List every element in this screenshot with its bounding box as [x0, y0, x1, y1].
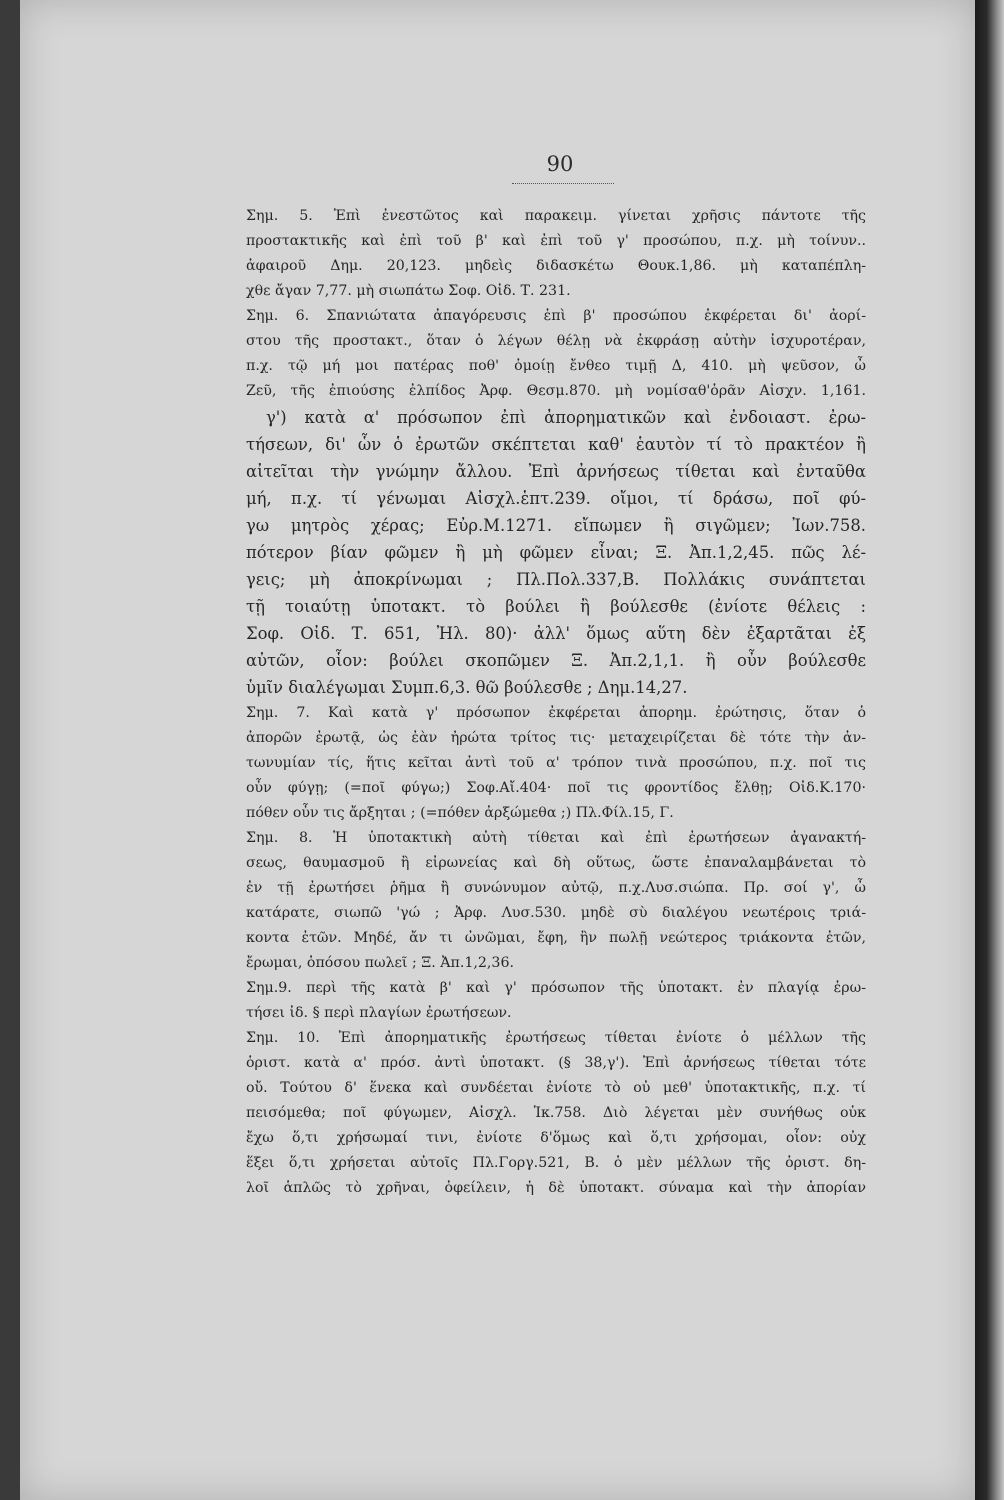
text-line: κατάρατε, σιωπῶ 'γώ ; Ἀρφ. Λυσ.530. μηδὲ σὺ διαλέγου νεωτέροις τριά- — [246, 905, 866, 921]
text-line: γω μητρὸς χέρας; Εὐρ.Μ.1271. εἴπωμεν ἢ σιγῶμεν; Ἰων.758. — [246, 516, 866, 535]
text-line: Σημ. 6. Σπανιώτατα ἀπαγόρευσις ἐπὶ β' προσώπου ἐκφέρεται δι' ἀορί- — [246, 308, 866, 324]
text-line: Σημ. 5. Ἐπὶ ἐνεστῶτος καὶ παρακειμ. γίνεται χρῆσις πάντοτε τῆς — [246, 208, 866, 224]
text-line: ἐν τῇ ἐρωτήσει ῥῆμα ἢ συνώνυμον αὐτῷ, π.χ.Λυσ.σιώπα. Πρ. σοί γ', ὦ — [246, 880, 866, 896]
text-line: ἔχω ὅ,τι χρήσωμαί τινι, ἐνίοτε δ'ὅμως καὶ ὅ,τι χρήσομαι, οἷον: οὐχ — [246, 1130, 866, 1146]
page-number: 90 — [546, 152, 574, 176]
text-line: Σημ. 7. Καὶ κατὰ γ' πρόσωπον ἐκφέρεται ἀπορημ. ἐρώτησις, ὅταν ὁ — [246, 705, 866, 721]
text-line: τήσεων, δι' ὧν ὁ ἐρωτῶν σκέπτεται καθ' ἑαυτὸν τί τὸ πρακτέον ἢ — [246, 435, 866, 454]
text-line: ὁριστ. κατὰ α' πρόσ. ἀντὶ ὑποτακτ. (§ 38,γ'). Ἐπὶ ἀρνήσεως τίθεται τότε — [246, 1055, 866, 1071]
page-body — [246, 204, 866, 1201]
text-line: ἔρωμαι, ὁπόσου πωλεῖ ; Ξ. Ἀπ.1,2,36. — [246, 955, 514, 971]
text-line: μή, π.χ. τί γένωμαι Αἰσχλ.ἑπτ.239. οἴμοι, τί δράσω, ποῖ φύ- — [246, 489, 866, 508]
text-line: Σημ.9. περὶ τῆς κατὰ β' καὶ γ' πρόσωπον τῆς ὑποτακτ. ἐν πλαγίᾳ ἐρω- — [246, 980, 866, 996]
text-line: Σημ. 8. Ἡ ὑποτακτικὴ αὐτὴ τίθεται καὶ ἐπὶ ἐρωτήσεων ἀγανακτή- — [246, 830, 866, 846]
header-rule — [512, 183, 614, 184]
text-line: τῇ τοιαύτῃ ὑποτακτ. τὸ βούλει ἢ βούλεσθε (ἐνίοτε θέλεις : — [246, 597, 866, 616]
text-line: πεισόμεθα; ποῖ φύγωμεν, Αἰσχλ. Ἱκ.758. Διὸ λέγεται μὲν συνήθως οὐκ — [246, 1105, 866, 1121]
text-line: οὔ. Τούτου δ' ἕνεκα καὶ συνδέεται ἐνίοτε τὸ οὐ μεθ' ὑποτακτικῆς, π.χ. τί — [246, 1080, 866, 1096]
text-line: κοντα ἐτῶν. Μηδέ, ἄν τι ὠνῶμαι, ἔφη, ἢν πωλῇ νεώτερος τριάκοντα ἐτῶν, — [246, 930, 866, 946]
text-line: πόθεν οὖν τις ἄρξηται ; (=πόθεν ἀρξώμεθα ;) Πλ.Φίλ.15, Γ. — [246, 805, 674, 821]
text-line: σεως, θαυμασμοῦ ἢ εἰρωνείας καὶ δὴ οὕτως, ὥστε ἐπαναλαμβάνεται τὸ — [246, 855, 866, 871]
text-line: αἰτεῖται τὴν γνώμην ἄλλου. Ἐπὶ ἀρνήσεως τίθεται καὶ ἐνταῦθα — [246, 462, 866, 481]
text-line: γ') κατὰ α' πρόσωπον ἐπὶ ἀπορηματικῶν καὶ ἐνδοιαστ. ἐρω- — [266, 408, 866, 427]
page-edge-shadow — [975, 0, 1004, 1500]
text-line: Σοφ. Οἰδ. Τ. 651, Ἠλ. 80)· ἀλλ' ὅμως αὕτη δὲν ἐξαρτᾶται ἐξ — [246, 624, 866, 643]
text-line: ἀφαιροῦ Δημ. 20,123. μηδεὶς διδασκέτω Θουκ.1,86. μὴ καταπέπλη- — [246, 258, 866, 274]
text-line: γεις; μὴ ἀποκρίνωμαι ; Πλ.Πολ.337,Β. Πολλάκις συνάπτεται — [246, 570, 866, 589]
text-line: τωνυμίαν τίς, ἥτις κεῖται ἀντὶ τοῦ α' τρόπον τινὰ προσώπου, π.χ. ποῖ τις — [246, 755, 866, 771]
text-line: οὖν φύγῃ; (=ποῖ φύγω;) Σοφ.Αἴ.404· ποῖ τις φροντίδος ἔλθῃ; Οἰδ.Κ.170· — [246, 780, 866, 796]
text-line: πότερον βίαν φῶμεν ἢ μὴ φῶμεν εἶναι; Ξ. Ἀπ.1,2,45. πῶς λέ- — [246, 543, 866, 562]
text-line: αὐτῶν, οἷον: βούλει σκοπῶμεν Ξ. Ἀπ.2,1,1. ἢ οὖν βούλεσθε — [246, 651, 866, 670]
text-line: λοῖ ἁπλῶς τὸ χρῆναι, ὀφείλειν, ἡ δὲ ὑποτακτ. σύναμα καὶ τὴν ἀπορίαν — [246, 1180, 866, 1196]
text-line: προστακτικῆς καὶ ἐπὶ τοῦ β' καὶ ἐπὶ τοῦ γ' προσώπου, π.χ. μὴ τοίνυν.. — [246, 233, 866, 249]
text-line: στου τῆς προστακτ., ὅταν ὁ λέγων θέλῃ νὰ ἐκφράσῃ αὐτὴν ἰσχυροτέραν, — [246, 333, 866, 349]
text-line: ἀπορῶν ἐρωτᾷ, ὡς ἐὰν ἠρώτα τρίτος τις· μεταχειρίζεται δὲ τότε τὴν ἀν- — [246, 730, 866, 746]
text-line: χθε ἄγαν 7,77. μὴ σιωπάτω Σοφ. Οἰδ. Τ. 231. — [246, 283, 571, 299]
text-line: π.χ. τῷ μή μοι πατέρας ποθ' ὁμοίῃ ἔνθεο τιμῇ Δ, 410. μὴ ψεῦσον, ὦ — [246, 358, 866, 374]
text-line: τήσει ἰδ. § περὶ πλαγίων ἐρωτήσεων. — [246, 1005, 512, 1021]
text-line: ἕξει ὅ,τι χρήσεται αὐτοῖς Πλ.Γοργ.521, Β. ὁ μὲν μέλλων τῆς ὁριστ. δη- — [246, 1155, 866, 1171]
text-line: Ζεῦ, τῆς ἐπιούσης ἐλπίδος Ἀρφ. Θεσμ.870. μὴ νομίσαθ'ὁρᾶν Αἰσχν. 1,161. — [246, 383, 866, 399]
text-line: ὑμῖν διαλέγωμαι Συμπ.6,3. θῶ βούλεσθε ; Δημ.14,27. — [246, 678, 688, 697]
text-line: Σημ. 10. Ἐπὶ ἀπορηματικῆς ἐρωτήσεως τίθεται ἐνίοτε ὁ μέλλων τῆς — [246, 1030, 866, 1046]
